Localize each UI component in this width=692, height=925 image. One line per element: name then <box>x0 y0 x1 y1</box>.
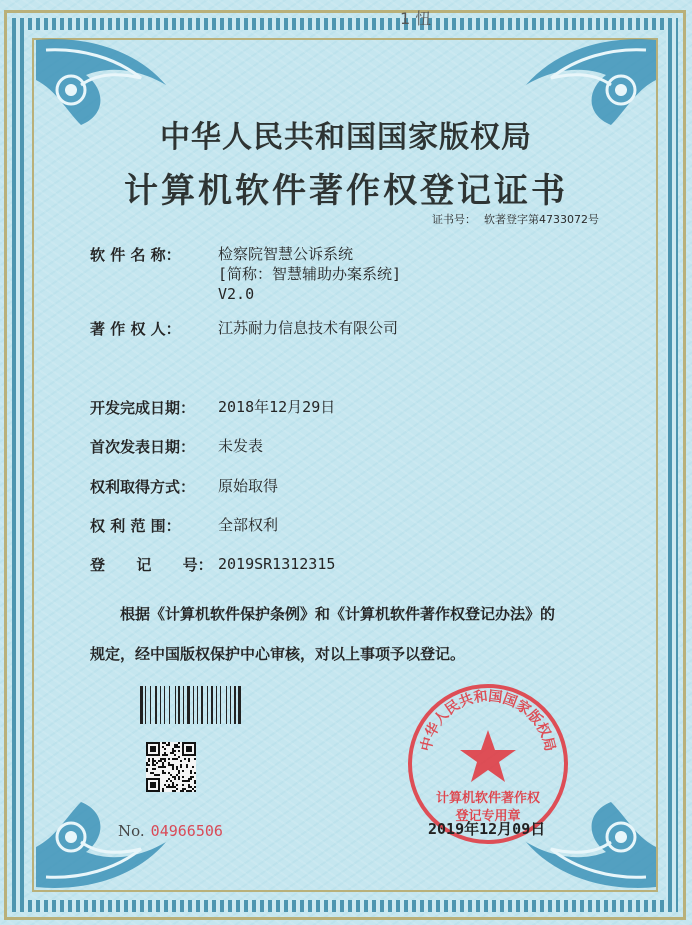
field-copyright-owner <box>90 318 398 339</box>
qr-module <box>182 788 184 790</box>
qr-module <box>150 746 156 752</box>
qr-module <box>158 766 160 768</box>
qr-module <box>164 760 166 762</box>
qr-module <box>178 778 180 780</box>
serial-number-value: 04966506 <box>150 822 223 840</box>
barcode-bar <box>226 686 227 724</box>
qr-module <box>168 758 170 760</box>
qr-module <box>176 758 178 760</box>
field-value: 全部权利 <box>218 516 279 534</box>
qr-module <box>162 746 164 748</box>
qr-module <box>174 754 176 756</box>
statement-line-2: 规定，经中国版权保护中心审核，对以上事项予以登记。 <box>90 645 466 663</box>
barcode-bar <box>207 686 208 724</box>
qr-module <box>174 776 176 778</box>
barcode-bar <box>144 686 145 724</box>
qr-module <box>160 758 162 760</box>
qr-module <box>168 764 170 766</box>
qr-module <box>164 754 166 756</box>
qr-module <box>158 774 160 776</box>
barcode-bar <box>158 686 159 724</box>
certificate-number <box>432 211 599 227</box>
qr-module <box>184 758 186 760</box>
field-label: 登 记 号： <box>90 556 213 574</box>
qr-module <box>182 776 184 778</box>
field-value: 原始取得 <box>218 477 279 495</box>
qr-module <box>168 778 170 780</box>
qr-module <box>164 748 166 750</box>
qr-module <box>186 766 188 768</box>
qr-module <box>146 762 148 764</box>
qr-module <box>172 764 174 766</box>
qr-module <box>188 778 190 780</box>
certificate-number-value: 软著登字第4733072号 <box>484 213 599 226</box>
qr-module <box>176 746 178 748</box>
qr-module <box>184 780 186 782</box>
issue-date: 2019年12月09日 <box>428 820 546 838</box>
qr-module <box>180 790 182 792</box>
barcode-bar <box>185 686 187 724</box>
qr-module <box>182 770 184 772</box>
qr-module <box>194 786 196 788</box>
qr-module <box>178 770 180 772</box>
qr-module <box>150 782 156 788</box>
barcode-bar <box>234 686 236 724</box>
field-software-name <box>90 244 401 304</box>
qr-module <box>178 746 180 748</box>
barcode-bar <box>183 686 184 724</box>
qr-module <box>188 780 190 782</box>
field-acquisition-method <box>90 476 278 497</box>
qr-module <box>194 782 196 784</box>
qr-module <box>170 780 172 782</box>
qr-code <box>146 742 196 792</box>
field-label: 软 件 名 称： <box>90 246 181 264</box>
serial-number <box>118 822 223 840</box>
barcode-bar <box>140 686 143 724</box>
qr-module <box>174 746 176 748</box>
field-value: 未发表 <box>218 437 264 455</box>
issuing-authority-title: 中华人民共和国国家版权局 <box>160 120 532 155</box>
qr-module <box>156 762 158 764</box>
qr-module <box>174 758 176 760</box>
qr-module <box>164 772 166 774</box>
qr-module <box>146 768 148 770</box>
qr-module <box>166 780 168 782</box>
certificate-title: 计算机软件著作权登记证书 <box>124 171 568 211</box>
qr-module <box>186 790 188 792</box>
qr-module <box>160 766 162 768</box>
qr-module <box>188 784 190 786</box>
qr-module <box>172 784 174 786</box>
qr-module <box>178 756 180 758</box>
barcode-bar <box>214 686 215 724</box>
qr-module <box>174 778 176 780</box>
qr-module <box>190 776 192 778</box>
software-short-name-line: [简称：智慧辅助办案系统] <box>218 265 402 283</box>
qr-module <box>146 770 148 772</box>
qr-module <box>178 772 180 774</box>
qr-module <box>170 786 172 788</box>
qr-module <box>150 772 152 774</box>
qr-module <box>162 764 164 766</box>
barcode-bar <box>220 686 221 724</box>
qr-module <box>164 784 166 786</box>
qr-module <box>178 750 180 752</box>
handwritten-note: 1 忸 <box>400 9 432 28</box>
barcode-bar <box>176 686 177 724</box>
qr-module <box>194 780 196 782</box>
certificate-number-label: 证书号： <box>432 213 476 226</box>
seal-ring-text: 中华人民共和国国家版权局 <box>418 688 558 753</box>
barcode-bar <box>155 686 157 724</box>
qr-module <box>168 762 170 764</box>
seal-star-icon <box>460 730 516 782</box>
barcode-bar <box>160 686 161 724</box>
qr-module <box>172 790 174 792</box>
qr-module <box>162 742 164 744</box>
seal-line-2: 登记专用章 <box>455 809 521 824</box>
qr-module <box>186 764 188 766</box>
qr-module <box>192 788 194 790</box>
qr-module <box>194 790 196 792</box>
qr-module <box>154 760 156 762</box>
field-label: 权利取得方式： <box>90 478 196 496</box>
barcode-bar <box>199 686 200 724</box>
qr-module <box>178 776 180 778</box>
barcode-bar <box>191 686 192 724</box>
field-publication-date <box>90 436 263 457</box>
qr-module <box>168 772 170 774</box>
qr-module <box>186 746 192 752</box>
field-value: 2018年12月29日 <box>218 398 336 416</box>
field-label: 著 作 权 人： <box>90 320 181 338</box>
barcode-bar <box>164 686 166 724</box>
barcode-bar <box>162 686 163 724</box>
qr-module <box>192 766 194 768</box>
qr-module <box>152 772 154 774</box>
qr-module <box>166 744 168 746</box>
qr-module <box>176 766 178 768</box>
qr-module <box>168 784 170 786</box>
barcode-bar <box>195 686 197 724</box>
barcode-bar <box>150 686 151 724</box>
field-label: 开发完成日期： <box>90 399 196 417</box>
qr-module <box>154 774 156 776</box>
barcode-bar <box>171 686 174 724</box>
qr-module <box>194 772 196 774</box>
barcode-bar <box>230 686 231 724</box>
qr-module <box>176 744 178 746</box>
software-version-line: V2.0 <box>218 285 255 303</box>
software-name-line: 检察院智慧公诉系统 <box>218 245 354 263</box>
barcode-bar <box>227 686 229 724</box>
qr-module <box>158 760 160 762</box>
field-value: 江苏耐力信息技术有限公司 <box>218 319 399 337</box>
barcode-bar <box>169 686 170 724</box>
qr-module <box>172 768 174 770</box>
qr-module <box>166 754 168 756</box>
qr-module <box>186 780 188 782</box>
qr-module <box>152 758 154 760</box>
qr-module <box>172 748 174 750</box>
qr-module <box>170 764 172 766</box>
qr-module <box>162 762 164 764</box>
qr-module <box>194 758 196 760</box>
qr-module <box>162 758 164 760</box>
qr-module <box>172 786 174 788</box>
field-development-date <box>90 397 335 418</box>
qr-module <box>172 782 174 784</box>
barcode-bar <box>237 686 238 724</box>
qr-module <box>174 790 176 792</box>
field-label: 首次发表日期： <box>90 438 196 456</box>
barcode <box>140 686 242 724</box>
qr-module <box>170 752 172 754</box>
qr-module <box>168 786 170 788</box>
qr-module <box>166 786 168 788</box>
qr-module <box>172 776 174 778</box>
qr-module <box>162 772 164 774</box>
qr-module <box>192 776 194 778</box>
qr-module <box>190 772 192 774</box>
qr-module <box>176 768 178 770</box>
qr-module <box>182 784 184 786</box>
qr-module <box>164 752 166 754</box>
qr-module <box>188 760 190 762</box>
qr-module <box>164 758 166 760</box>
qr-module <box>172 750 174 752</box>
qr-module <box>162 790 164 792</box>
qr-module <box>162 770 164 772</box>
qr-module <box>162 788 164 790</box>
qr-module <box>182 790 184 792</box>
qr-module <box>174 744 176 746</box>
barcode-bar <box>222 686 225 724</box>
statement-line-1: 根据《计算机软件保护条例》和《计算机软件著作权登记办法》的 <box>90 605 556 623</box>
field-label: 权 利 范 围： <box>90 517 181 535</box>
qr-module <box>190 790 192 792</box>
qr-module <box>172 752 174 754</box>
field-value <box>218 244 401 304</box>
corner-ornament-bottom-left <box>26 787 176 897</box>
qr-module <box>154 764 156 766</box>
qr-module <box>152 762 154 764</box>
qr-module <box>176 784 178 786</box>
qr-module <box>156 774 158 776</box>
qr-module <box>152 760 154 762</box>
barcode-bar <box>166 686 168 724</box>
barcode-bar <box>204 686 207 724</box>
barcode-bar <box>197 686 198 724</box>
barcode-bar <box>187 686 190 724</box>
qr-module <box>162 766 164 768</box>
field-rights-scope <box>90 515 278 536</box>
qr-module <box>188 758 190 760</box>
qr-module <box>160 760 162 762</box>
barcode-bar <box>193 686 194 724</box>
barcode-bar <box>209 686 210 724</box>
qr-module <box>180 760 182 762</box>
serial-number-label: No. <box>118 822 145 840</box>
qr-module <box>188 790 190 792</box>
barcode-bar <box>211 686 213 724</box>
field-registration-number <box>90 554 335 575</box>
qr-module <box>168 742 170 744</box>
barcode-bar <box>147 686 149 724</box>
qr-module <box>154 768 156 770</box>
qr-module <box>184 788 186 790</box>
qr-module <box>172 758 174 760</box>
qr-module <box>190 778 192 780</box>
qr-module <box>162 754 164 756</box>
qr-module <box>148 764 150 766</box>
barcode-bar <box>152 686 155 724</box>
qr-module <box>176 774 178 776</box>
qr-module <box>174 750 176 752</box>
seal-line-1: 计算机软件著作权 <box>435 791 541 806</box>
qr-module <box>178 742 180 744</box>
qr-module <box>190 770 192 772</box>
qr-module <box>152 768 154 770</box>
qr-module <box>176 788 178 790</box>
qr-module <box>188 786 190 788</box>
barcode-bar <box>238 686 241 724</box>
barcode-bar <box>178 686 180 724</box>
barcode-bar <box>232 686 233 724</box>
qr-module <box>190 786 192 788</box>
qr-module <box>182 780 184 782</box>
qr-module <box>180 766 182 768</box>
qr-module <box>172 766 174 768</box>
qr-module <box>168 744 170 746</box>
qr-module <box>146 764 148 766</box>
barcode-bar <box>216 686 218 724</box>
field-value: 2019SR1312315 <box>218 555 336 573</box>
qr-module <box>170 774 172 776</box>
qr-module <box>180 764 182 766</box>
barcode-bar <box>218 686 219 724</box>
qr-module <box>174 786 176 788</box>
barcode-bar <box>145 686 146 724</box>
barcode-bar <box>175 686 176 724</box>
barcode-bar <box>181 686 182 724</box>
qr-module <box>164 742 166 744</box>
qr-module <box>148 760 150 762</box>
qr-module <box>148 758 150 760</box>
barcode-bar <box>201 686 203 724</box>
qr-module <box>164 766 166 768</box>
qr-module <box>152 764 154 766</box>
